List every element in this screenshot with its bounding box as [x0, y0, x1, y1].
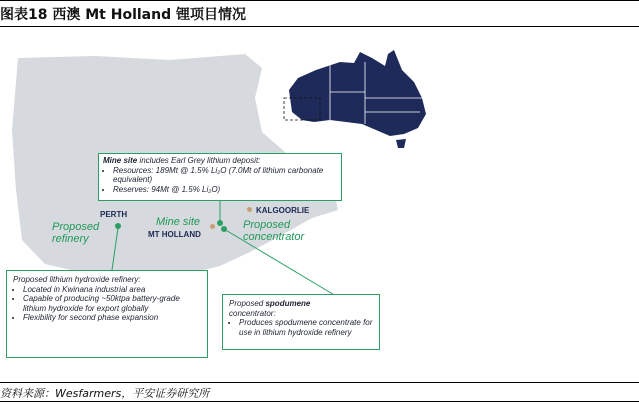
mt-holland-label: MT HOLLAND	[148, 230, 201, 239]
perth-dot	[115, 223, 121, 229]
refinery-box-list	[13, 285, 201, 323]
refinery-box-item: • Flexibility for second phase expansion	[23, 313, 201, 323]
figure-caption: 图表18 西澳 Mt Holland 锂项目情况	[0, 7, 246, 23]
perth-label: PERTH	[100, 210, 128, 219]
mine-box-title-rest: includes Earl Grey lithium deposit:	[137, 156, 261, 165]
mine-box-list	[103, 166, 337, 195]
mine-box-title	[103, 156, 337, 166]
concentrator-box-item: • Produces spodumene concentrate for use in lithium hydroxide refinery	[239, 318, 373, 337]
concentrator-box-title-bold: spodumene	[265, 299, 311, 308]
concentrator-dot	[221, 226, 227, 232]
concentrator-box-title-post: concentrator:	[229, 308, 276, 318]
kalgoorlie-dot	[247, 207, 252, 212]
concentrator-info-box	[222, 294, 380, 350]
concentrator-box-list	[229, 318, 373, 337]
refinery-box-title: Proposed lithium hydroxide refinery:	[13, 275, 141, 284]
kalgoorlie-label: KALGOORLIE	[256, 206, 310, 215]
top-rule	[0, 0, 639, 1]
concentrator-box-title-pre: Proposed	[229, 299, 266, 308]
tasmania-shape	[396, 139, 406, 148]
mine-site-label: Mine site	[156, 216, 201, 228]
mine-box-item: • Reserves: 94Mt @ 1.5% Li₂O)	[113, 185, 337, 195]
proposed-refinery-label: Proposed refinery	[52, 221, 100, 245]
refinery-box-item: • Capable of producing ~50ktpa battery-grade lithium hydroxide for export globally	[23, 294, 201, 313]
refinery-info-box	[6, 270, 208, 358]
concentrator-box-title	[229, 299, 373, 318]
caption-underline	[0, 26, 639, 27]
mine-site-info-box	[98, 153, 342, 201]
australia-inset-map	[289, 50, 426, 136]
source-rule	[0, 382, 639, 383]
mine-box-title-bold: Mine site	[103, 156, 138, 165]
mt-holland-map-figure	[0, 40, 639, 380]
refinery-box-item: • Located in Kwinana industrial area	[23, 285, 201, 295]
mt-holland-dot	[210, 224, 215, 229]
mine-site-dot	[217, 220, 223, 226]
proposed-concentrator-label: Proposed concentrator	[243, 219, 305, 243]
mine-box-item: • Resources: 189Mt @ 1.5% Li₂O (7.0Mt of lithium carbonate equivalent)	[113, 166, 337, 185]
source-note: 资料来源：Wesfarmers，平安证券研究所	[0, 387, 210, 400]
bottom-rule	[0, 401, 639, 402]
